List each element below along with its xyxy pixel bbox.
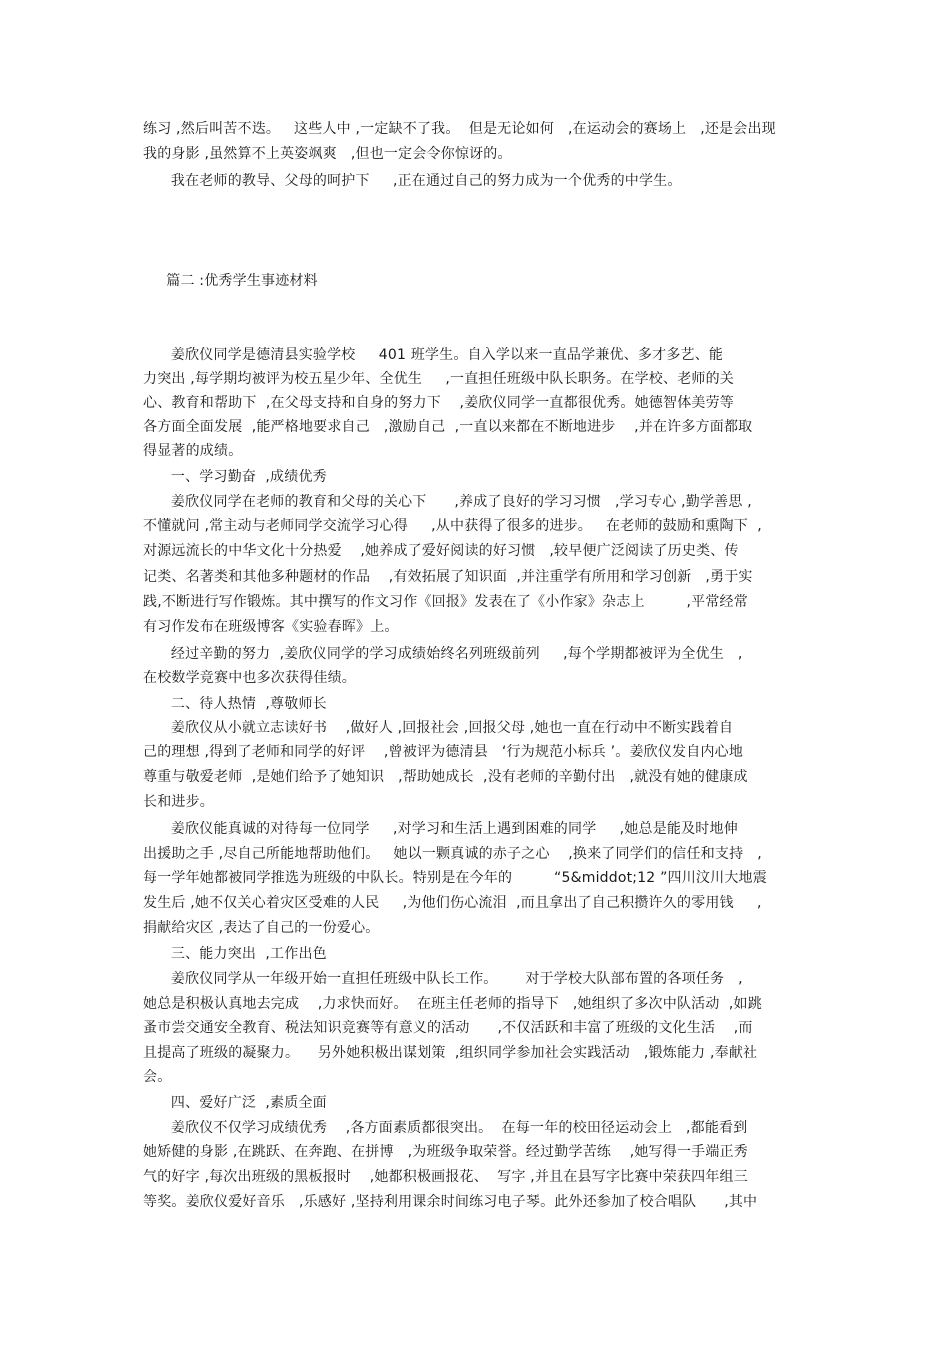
- text-line: 她矫健的身影 ,在跳跃、在奔跑、在拼博 ,为班级争取荣誉。经过勤学苦练 ,她写得一手端正秀: [143, 1144, 748, 1160]
- text-line: 己的理想 ,得到了老师和同学的好评 ,曾被评为德清县 ‘行为规范小标兵 ’。姜欣仪发自内心地: [143, 744, 744, 760]
- text-line: 每一学年她都被同学推选为班级的中队长。特别是在今年的 “5&middot;12 ”四川汶川大地震: [143, 870, 767, 886]
- text-line: 得显著的成绩。: [143, 443, 243, 459]
- text-line: 姜欣仪能真诚的对待每一位同学 ,对学习和生活上遇到困难的同学 ,她总是能及时地伸: [143, 821, 738, 837]
- text-line: 等奖。姜欣仪爱好音乐 ,乐感好 ,坚持利用课余时间练习电子琴。此外还参加了校合唱队 ,其中: [143, 1194, 758, 1210]
- text-line: 捐献给灾区 ,表达了自己的一份爱心。: [143, 920, 380, 936]
- text-line: 不懂就问 ,常主动与老师同学交流学习心得 ,从中获得了很多的进步。 在老师的鼓励和熏陶下 ,: [143, 518, 762, 534]
- text-line: 记类、名著类和其他多种题材的作品 ,有效拓展了知识面 ,并注重学有所用和学习创新 ,勇于实: [143, 569, 753, 585]
- text-line: 姜欣仪从小就立志读好书 ,做好人 ,回报社会 ,回报父母 ,她也一直在行动中不断实践着自: [143, 720, 734, 736]
- subheading: 三、能力突出 ,工作出色: [143, 946, 327, 962]
- text-line: 践,不断进行写作锻炼。其中撰写的作文习作《回报》发表在了《小作家》杂志上 ,平常经常: [143, 594, 748, 610]
- text-line: 经过辛勤的努力 ,姜欣仪同学的学习成绩始终名列班级前列 ,每个学期都被评为全优生 ,: [143, 646, 743, 662]
- text-line: 我的身影 ,虽然算不上英姿飒爽 ,但也一定会令你惊讶的。: [143, 146, 512, 162]
- text-line: 姜欣仪不仅学习成绩优秀 ,各方面素质都很突出。 在每一年的校田径运动会上 ,都能看到: [143, 1120, 748, 1136]
- text-line: 各方面全面发展 ,能严格地要求自己 ,激励自己 ,一直以来都在不断地进步 ,并在许多方面都取: [143, 419, 753, 435]
- text-line: 在校数学竞赛中也多次获得佳绩。: [143, 670, 356, 686]
- text-line: 尊重与敬爱老师 ,是她们给予了她知识 ,帮助她成长 ,没有老师的辛勤付出 ,就没有她的健康成: [143, 769, 748, 785]
- text-line: 姜欣仪同学从一年级开始一直担任班级中队长工作。 对于学校大队部布置的各项任务 ,: [143, 971, 743, 987]
- text-line: 发生后 ,她不仅关心着灾区受难的人民 ,为他们伤心流泪 ,而且拿出了自己积攒许久的零用钱 ,: [143, 895, 762, 911]
- text-line: 她总是积极认真地去完成 ,力求快而好。 在班主任老师的指导下 ,她组织了多次中队活动 ,如跳: [143, 996, 762, 1012]
- subheading: 二、待人热情 ,尊敬师长: [143, 696, 327, 712]
- text-line: 且提高了班级的凝聚力。 另外她积极出谋划策 ,组织同学参加社会实践活动 ,锻炼能力 ,奉献社: [143, 1045, 758, 1061]
- text-line: 力突出 ,每学期均被评为校五星少年、全优生 ,一直担任班级中队长职务。在学校、老师的关: [143, 371, 734, 387]
- text-line: 姜欣仪同学在老师的教育和父母的关心下 ,养成了良好的学习习惯 ,学习专心 ,勤学善思 ,: [143, 494, 752, 510]
- text-line: 蚤市尝交通安全教育、税法知识竞赛等有意义的活动 ,不仅活跃和丰富了班级的文化生活 ,而: [143, 1020, 753, 1036]
- section-heading: 篇二 :优秀学生事迹材料: [143, 273, 318, 289]
- text-line: 气的好字 ,每次出班级的黑板报时 ,她都积极画报花、 写字 ,并且在县写字比赛中荣获四年组三: [143, 1169, 748, 1185]
- text-line: 姜欣仪同学是德清县实验学校 401 班学生。自入学以来一直品学兼优、多才多艺、能: [143, 347, 724, 363]
- text-line: 出援助之手 ,尽自己所能地帮助他们。 她以一颗真诚的赤子之心 ,换来了同学们的信任和支持 ,: [143, 846, 762, 862]
- text-line: 会。: [143, 1069, 172, 1085]
- text-line: 我在老师的教导、父母的呵护下 ,正在通过自己的努力成为一个优秀的中学生。: [143, 173, 682, 189]
- text-line: 长和进步。: [143, 794, 214, 810]
- subheading: 一、学习勤奋 ,成绩优秀: [143, 469, 327, 485]
- text-line: 心、教育和帮助下 ,在父母支持和自身的努力下 ,姜欣仪同学一直都很优秀。她德智体美劳等: [143, 395, 734, 411]
- text-line: 对源远流长的中华文化十分热爱 ,她养成了爱好阅读的好习惯 ,较早便广泛阅读了历史类、传: [143, 543, 739, 559]
- text-line: 练习 ,然后叫苦不迭。 这些人中 ,一定缺不了我。 但是无论如何 ,在运动会的赛场上 ,还是会出现: [143, 121, 776, 137]
- text-line: 有习作发布在班级博客《实验春晖》上。: [143, 619, 399, 635]
- subheading: 四、爱好广泛 ,素质全面: [143, 1095, 327, 1111]
